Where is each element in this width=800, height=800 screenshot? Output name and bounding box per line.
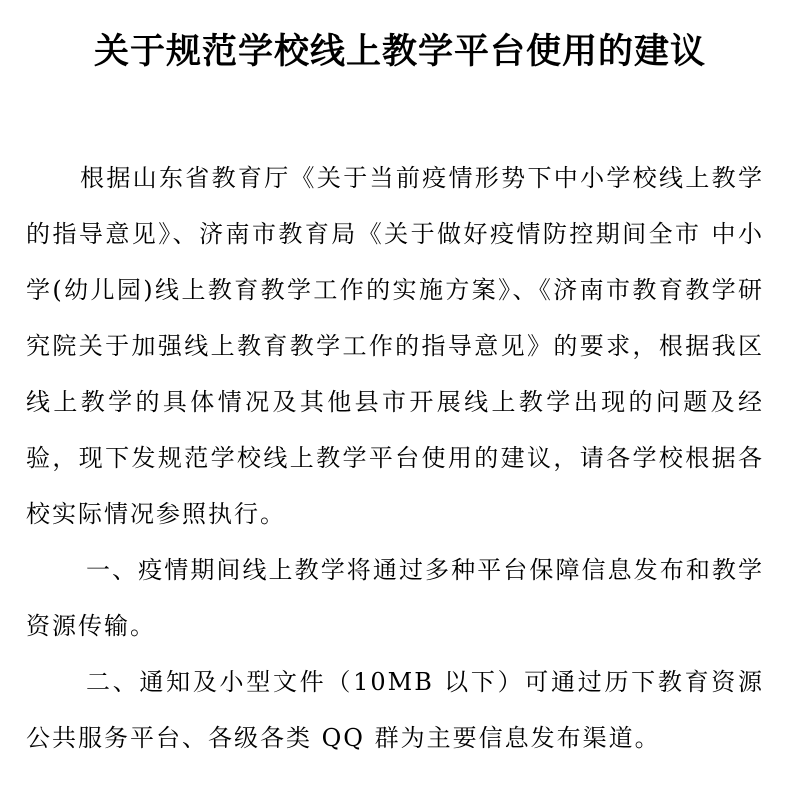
paragraph-item-1: 一、疫情期间线上教学将通过多种平台保障信息发布和教学资源传输。 xyxy=(26,556,764,640)
paragraph-item-2: 二、通知及小型文件（10MB 以下）可通过历下教育资源公共服务平台、各级各类 QQ 群为主要信息发布渠道。 xyxy=(26,668,764,752)
document-body xyxy=(26,150,764,766)
paragraph-intro: 根据山东省教育厅《关于当前疫情形势下中小学校线上教学的指导意见》、济南市教育局《关于做好疫情防控期间全市 中小学(幼儿园)线上教育教学工作的实施方案》、《济南市教育教学研究院关于加强线上教育教学工作的指导意见》的要求，根据我区线上教学的具体情况及其他县市开展线上教学出现的问题及经验，现下发规范学校线上教学平台使用的建议，请各学校根据各校实际情况参照执行。 xyxy=(26,164,764,528)
document-title: 关于规范学校线上教学平台使用的建议 xyxy=(93,31,706,72)
